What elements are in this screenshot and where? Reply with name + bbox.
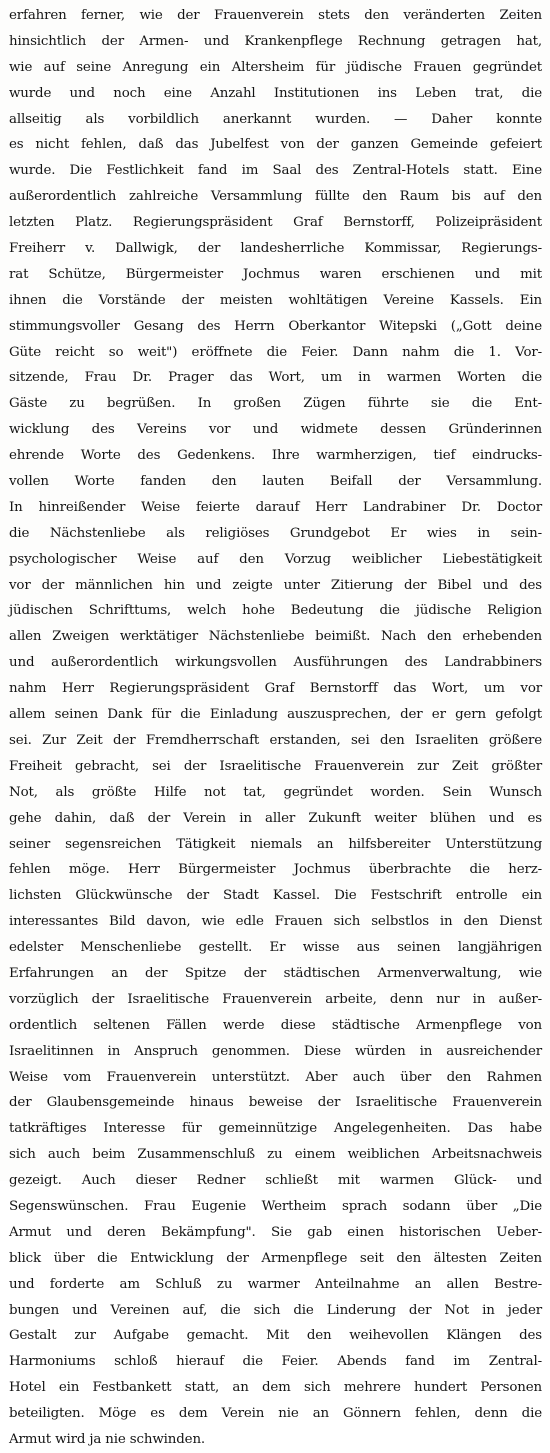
article-line: Not, als größte Hilfe not tat, gegründet worden. Sein Wunsch — [9, 784, 542, 800]
article-line: rat Schütze, Bürgermeister Jochmus waren erschienen und mit — [9, 266, 542, 282]
article-line: vorzüglich der Israelitische Frauenverein arbeite, denn nur in außer- — [9, 991, 542, 1007]
article-line: allem seinen Dank für die Einladung auszusprechen, der er gern gefolgt — [9, 707, 542, 723]
article-line: gezeigt. Auch dieser Redner schließt mit warmen Glück- und — [9, 1173, 542, 1189]
article-line: bungen und Vereinen auf, die sich die Linderung der Not in jeder — [9, 1302, 542, 1318]
article-line: In hinreißender Weise feierte darauf Herr Landrabiner Dr. Doctor — [9, 499, 542, 515]
article-line: Freiherr v. Dallwigk, der landesherrliche Kommissar, Regierungs- — [9, 241, 542, 257]
article-line: tatkräftiges Interesse für gemeinnützige Angelegenheiten. Das habe — [9, 1121, 542, 1137]
article-line: blick über die Entwicklung der Armenpflege seit den ältesten Zeiten — [9, 1250, 542, 1266]
article-line: Gestalt zur Aufgabe gemacht. Mit den weihevollen Klängen des — [9, 1328, 542, 1344]
article-line: sich auch beim Zusammenschluß zu einem weiblichen Arbeitsnachweis — [9, 1147, 542, 1163]
article-line: ihnen die Vorstände der meisten wohltätigen Vereine Kassels. Ein — [9, 292, 542, 308]
article-line: hinsichtlich der Armen- und Krankenpflege Rechnung getragen hat, — [9, 33, 542, 49]
article-line: fehlen möge. Herr Bürgermeister Jochmus überbrachte die herz- — [9, 862, 542, 878]
article-line: jüdischen Schrifttums, welch hohe Bedeutung die jüdische Religion — [9, 603, 542, 619]
article-line: Freiheit gebracht, sei der Israelitische Frauenverein zur Zeit größter — [9, 758, 542, 774]
article-line: stimmungsvoller Gesang des Herrn Oberkantor Witepski („Gott deine — [9, 318, 542, 334]
article-line: beteiligten. Möge es dem Verein nie an Gönnern fehlen, denn die — [9, 1406, 542, 1422]
article-line: allen Zweigen werktätiger Nächstenliebe beimißt. Nach den erhebenden — [9, 629, 542, 645]
article-line: wicklung des Vereins vor und widmete dessen Gründerinnen — [9, 422, 542, 438]
article-line: Erfahrungen an der Spitze der städtischen Armenverwaltung, wie — [9, 965, 542, 981]
article-line: Armut und deren Bekämpfung". Sie gab einen historischen Ueber- — [9, 1224, 542, 1240]
article-line: sitzende, Frau Dr. Prager das Wort, um in warmen Worten die — [9, 370, 542, 386]
article-line: Segenswünschen. Frau Eugenie Wertheim sprach sodann über „Die — [9, 1198, 542, 1214]
article-line: seiner segensreichen Tätigkeit niemals an hilfsbereiter Unterstützung — [9, 836, 542, 852]
article-line: wurde und noch eine Anzahl Institutionen ins Leben trat, die — [9, 85, 542, 101]
article-line: interessantes Bild davon, wie edle Frauen sich selbstlos in den Dienst — [9, 914, 542, 930]
article-line: wurde. Die Festlichkeit fand im Saal des Zentral-Hotels statt. Eine — [9, 163, 542, 179]
article-line: wie auf seine Anregung ein Altersheim für jüdische Frauen gegründet — [9, 59, 542, 75]
article-line: außerordentlich zahlreiche Versammlung füllte den Raum bis auf den — [9, 189, 542, 205]
article-line: Weise vom Frauenverein unterstützt. Aber auch über den Rahmen — [9, 1069, 542, 1085]
article-line: letzten Platz. Regierungspräsident Graf Bernstorff, Polizeipräsident — [9, 215, 542, 231]
article-line: vollen Worte fanden den lauten Beifall der Versammlung. — [9, 474, 542, 490]
article-line: edelster Menschenliebe gestellt. Er wisse aus seinen langjährigen — [9, 940, 542, 956]
article-line: Güte reicht so weit") eröffnete die Feier. Dann nahm die 1. Vor- — [9, 344, 542, 360]
article-line: allseitig als vorbildlich anerkannt wurden. — Daher konnte — [9, 111, 542, 127]
article-line: der Glaubensgemeinde hinaus beweise der Israelitische Frauenverein — [9, 1095, 542, 1111]
article-line: ordentlich seltenen Fällen werde diese städtische Armenpflege von — [9, 1017, 542, 1033]
article-line: und außerordentlich wirkungsvollen Ausführungen des Landrabbiners — [9, 655, 542, 671]
article-line: psychologischer Weise auf den Vorzug weiblicher Liebestätigkeit — [9, 551, 542, 567]
article-line: Armut wird ja nie schwinden. — [9, 1431, 206, 1447]
article-line: Gäste zu begrüßen. In großen Zügen führte sie die Ent- — [9, 396, 542, 412]
article-line: sei. Zur Zeit der Fremdherrschaft erstanden, sei den Israeliten größere — [9, 732, 542, 748]
article-line: die Nächstenliebe als religiöses Grundgebot Er wies in sein- — [9, 525, 542, 541]
article-line: es nicht fehlen, daß das Jubelfest von der ganzen Gemeinde gefeiert — [9, 137, 542, 153]
article-line: Israelitinnen in Anspruch genommen. Diese würden in ausreichender — [9, 1043, 542, 1059]
article-line: nahm Herr Regierungspräsident Graf Bernstorff das Wort, um vor — [9, 681, 542, 697]
article-line: lichsten Glückwünsche der Stadt Kassel. Die Festschrift entrolle ein — [9, 888, 542, 904]
article-line: und forderte am Schluß zu warmer Anteilnahme an allen Bestre- — [9, 1276, 542, 1292]
article-line: vor der männlichen hin und zeigte unter Zitierung der Bibel und des — [9, 577, 542, 593]
article-column — [9, 3, 542, 1453]
article-line: Hotel ein Festbankett statt, an dem sich mehrere hundert Personen — [9, 1380, 542, 1396]
article-line: erfahren ferner, wie der Frauenverein stets den veränderten Zeiten — [9, 8, 542, 23]
article-line: ehrende Worte des Gedenkens. Ihre warmherzigen, tief eindrucks- — [9, 448, 542, 464]
article-line: Harmoniums schloß hierauf die Feier. Abends fand im Zentral- — [9, 1354, 542, 1370]
article-line: gehe dahin, daß der Verein in aller Zukunft weiter blühen und es — [9, 810, 542, 826]
